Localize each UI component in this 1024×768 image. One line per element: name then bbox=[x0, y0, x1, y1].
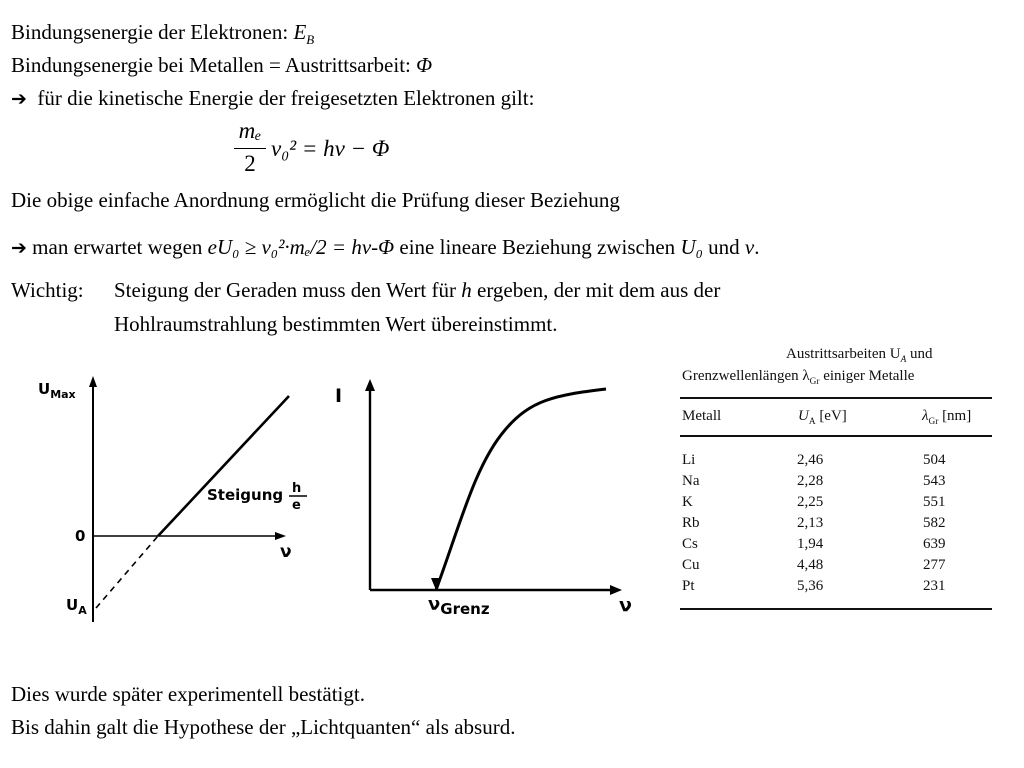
cell-metal: Cs bbox=[682, 536, 698, 552]
cell-ua: 2,46 bbox=[797, 452, 824, 468]
symbol-phi: Φ bbox=[416, 53, 433, 77]
label-nu: ν bbox=[619, 594, 632, 616]
line5-var-nu: ν bbox=[744, 235, 755, 259]
arrow-right-icon: ➔ bbox=[11, 237, 27, 259]
header-lambda: $\lambda_{Gr}$ [nm] bbox=[922, 408, 972, 427]
equation-denominator: 2 bbox=[244, 151, 256, 177]
wichtig-line1 bbox=[114, 280, 720, 301]
cell-ua: 2,13 bbox=[797, 515, 824, 531]
cell-lambda: 504 bbox=[923, 452, 946, 468]
equation-fraction bbox=[232, 118, 268, 177]
slope-denominator: e bbox=[292, 498, 301, 513]
line5-formula: eU₀ ≥ v₀²·mₑ/2 = hν-Φ bbox=[207, 235, 395, 259]
table-row bbox=[680, 557, 992, 578]
line5-middle: eine lineare Beziehung zwischen bbox=[394, 235, 681, 259]
cell-metal: Rb bbox=[682, 515, 700, 531]
cell-lambda: 551 bbox=[923, 494, 946, 510]
symbol-eb: $E_B$ bbox=[293, 20, 315, 48]
line5-and: und bbox=[702, 235, 745, 259]
wichtig-line1-b: ergeben, der mit dem aus der bbox=[471, 278, 721, 302]
footer-line1: Dies wurde später experimentell bestätigt. bbox=[11, 682, 365, 706]
linear-fit-line bbox=[158, 396, 289, 536]
cell-metal: Cu bbox=[682, 557, 700, 573]
header-ua: $U_A$ [eV] bbox=[798, 408, 847, 427]
line3-text: für die kinetische Energie der freigesetzten Elektronen gilt: bbox=[37, 86, 535, 110]
graph-current-vs-frequency bbox=[330, 375, 640, 630]
cell-lambda: 582 bbox=[923, 515, 946, 531]
line5-prefix: man erwartet wegen bbox=[32, 235, 208, 259]
line-expectation bbox=[11, 237, 759, 258]
cell-metal: Li bbox=[682, 452, 696, 468]
extrapolation-line bbox=[96, 536, 158, 608]
table-row bbox=[680, 515, 992, 536]
line5-var-u0: U₀ bbox=[680, 235, 703, 259]
cell-ua: 5,36 bbox=[797, 578, 824, 594]
y-axis-arrow-icon bbox=[365, 379, 375, 391]
wichtig-label: Wichtig: bbox=[11, 278, 84, 302]
table-row bbox=[680, 473, 992, 494]
line-kinetic-energy bbox=[11, 88, 534, 109]
x-axis-arrow-icon bbox=[275, 532, 286, 540]
wichtig-line1-a: Steigung der Geraden muss den Wert für bbox=[114, 278, 462, 302]
label-nu-grenz: $\nu_{Grenz}$ bbox=[428, 594, 490, 618]
line1-text: Bindungsenergie der Elektronen: bbox=[11, 20, 294, 44]
cell-metal: Na bbox=[682, 473, 700, 489]
cell-metal: K bbox=[682, 494, 693, 510]
label-umax: $U_{Max}$ bbox=[38, 380, 76, 401]
line-binding-energy bbox=[11, 20, 315, 48]
cell-metal: Pt bbox=[682, 578, 695, 594]
cell-lambda: 543 bbox=[923, 473, 946, 489]
label-slope: Steigung bbox=[207, 486, 284, 504]
cell-ua: 2,25 bbox=[797, 494, 824, 510]
cell-ua: 1,94 bbox=[797, 536, 824, 552]
table-top-rule bbox=[680, 397, 992, 399]
header-metal: Metall bbox=[682, 408, 722, 424]
cell-lambda: 639 bbox=[923, 536, 946, 552]
equation-rhs: v₀² = hν − Φ bbox=[271, 136, 390, 161]
table-row bbox=[680, 452, 992, 473]
table-header-rule bbox=[680, 435, 992, 437]
cell-ua: 2,28 bbox=[797, 473, 824, 489]
cell-lambda: 231 bbox=[923, 578, 946, 594]
slope-numerator: h bbox=[292, 481, 302, 496]
arrow-right-icon: ➔ bbox=[11, 88, 27, 110]
table-caption-line2: Grenzwellenlängen $\lambda_{Gr}$ einiger Metalle bbox=[682, 368, 915, 387]
label-zero: 0 bbox=[75, 527, 86, 545]
table-row bbox=[680, 494, 992, 515]
table-row bbox=[680, 536, 992, 557]
table-bottom-rule bbox=[680, 608, 992, 610]
line2-text: Bindungsenergie bei Metallen = Austrittsarbeit: bbox=[11, 53, 417, 77]
equation-numerator: mₑ bbox=[238, 118, 262, 143]
cell-lambda: 277 bbox=[923, 557, 946, 573]
line5-end: . bbox=[754, 235, 760, 259]
symbol-h: h bbox=[461, 278, 472, 302]
line-arrangement: Die obige einfache Anordnung ermöglicht die Prüfung dieser Beziehung bbox=[11, 188, 620, 212]
y-axis-arrow-icon bbox=[89, 376, 97, 387]
cell-ua: 4,48 bbox=[797, 557, 824, 573]
graph-umax-vs-frequency bbox=[30, 370, 320, 630]
line-work-function bbox=[11, 55, 432, 76]
label-nu: ν bbox=[280, 542, 292, 562]
wichtig-line2: Hohlraumstrahlung bestimmten Wert übereinstimmt. bbox=[114, 312, 558, 336]
table-caption-line1: Austrittsarbeiten $U_A$ und bbox=[786, 346, 933, 365]
label-current: I bbox=[335, 385, 343, 407]
label-ua: $U_A$ bbox=[66, 596, 87, 617]
photocurrent-curve bbox=[436, 389, 606, 590]
table-row bbox=[680, 578, 992, 599]
footer-line2: Bis dahin galt die Hypothese der „Lichtquanten“ als absurd. bbox=[11, 715, 516, 739]
